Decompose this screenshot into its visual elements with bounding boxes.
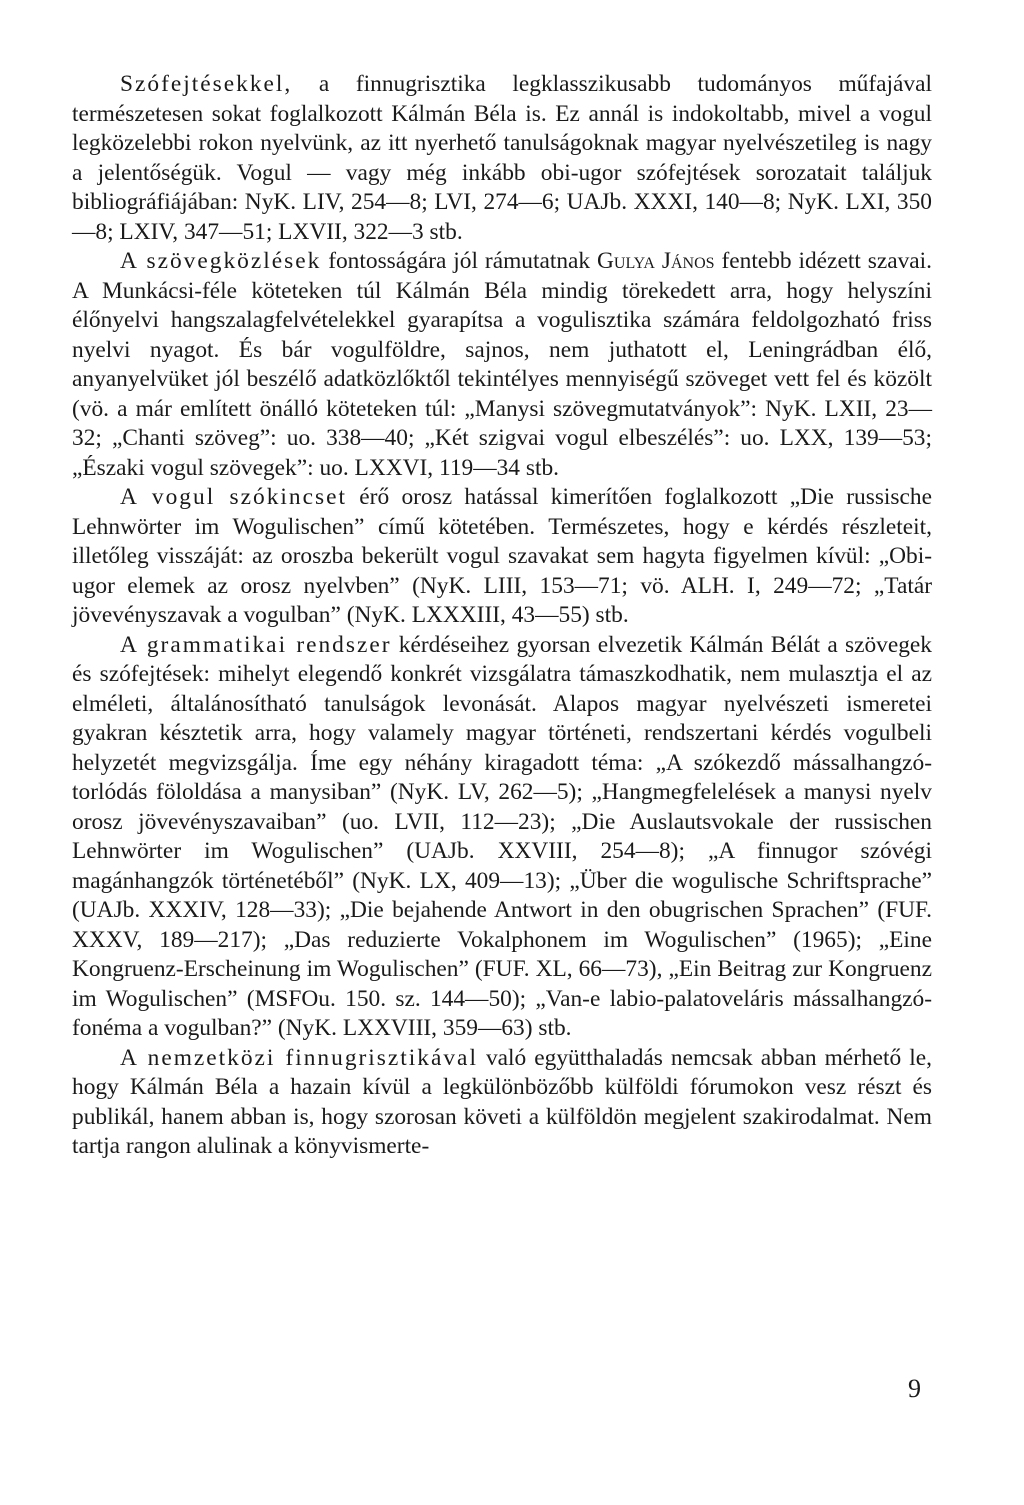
paragraph-lead: A szövegközlések <box>120 248 322 274</box>
page-body <box>72 70 932 1162</box>
author-name: Gulya János <box>597 248 715 274</box>
paragraph-text-editions <box>72 247 932 483</box>
paragraph-lead: Szófejtésekkel, <box>120 71 293 97</box>
paragraph-lead: A nemzetközi finnugrisztikával <box>120 1044 478 1071</box>
paragraph-etymologies <box>72 70 932 247</box>
page-number: 9 <box>908 1374 921 1403</box>
paragraph-text: kérdéseihez gyorsan elvezetik Kálmán Bélát a szövegek és szófejtések: mihelyt elegendő konkrét vizsgálatra támaszkodhatik, nem mulasztja el az elméleti, általánosítható tanulságok levonását. Alapos magyar nyelvészeti ismeretei gyakran késztetik arra, hogy valamely magyar történeti, rendszertani kérdés vogulbeli helyzetét megvizsgálja. Íme egy néhány kiragadott téma: „A szókezdő mássalhangzó-torlódás föloldása a manysiban” (NyK. LV, 262—5); „Hangmegfelelések a manysi nyelv orosz jövevényszavaiban” (uo. LVII, 112—23); „Die Auslautsvokale der russischen Lehnwörter im Wogulischen” (UAJb. XXVIII, 254—8); „A finnugor szóvégi magánhangzók történetéből” (NyK. LX, 409—13); „Über die wogulische Schriftsprache” (UAJb. XXXIV, 128—33); „Die bejahende Antwort in den obugrischen Sprachen” (FUF. XXXV, 189—217); „Das reduzierte Vokalphonem im Wogulischen” (1965); „Eine Kongruenz-Erscheinung im Wogulischen” (FUF. XL, 66—73), „Ein Beitrag zur Kongruenz im Wogulischen” (MSFOu. 150. sz. 144—50); „Van-e labio-palatoveláris mássalhangzó-fonéma a vogulban?” (NyK. LXXVIII, 359—63) stb. <box>72 631 932 1041</box>
paragraph-text: való együtthaladás nemcsak abban mérhető le, hogy Kálmán Béla a hazain kívül a legkülönbözőbb külföldi fórumokon vesz részt és publikál, hanem abban is, hogy szorosan követi a külföldön megjelent szakirodalmat. Nem tartja rangon alulinak a könyvismerte- <box>72 1044 933 1159</box>
paragraph-text: érő orosz hatással kimerítően foglalkozott „Die russische Lehnwörter im Wogulischen” című kötetében. Természetes, hogy e kérdés részleteit, illetőleg visszáját: az oroszba bekerült vogul szavakat sem hagyta figyelmen kívül: „Obi-ugor elemek az orosz nyelvben” (NyK. LIII, 153—71; vö. ALH. I, 249—72; „Tatár jövevényszavak a vogulban” (NyK. LXXXIII, 43—55) stb. <box>72 484 932 628</box>
paragraph-lead: A vogul szókincset <box>120 484 347 510</box>
paragraph-vocabulary <box>72 483 932 631</box>
paragraph-text: fontosságára jól rámutatnak <box>321 248 598 274</box>
paragraph-lead: A grammatikai rendszer <box>120 631 392 658</box>
paragraph-grammar <box>72 631 932 1044</box>
paragraph-text: a finnugrisztika legklasszikusabb tudományos műfajával természetesen sokat foglalkozott Kálmán Béla is. Ez annál is indokoltabb, mivel a vogul legközelebbi rokon nyelvünk, az itt nyerhető tanulságoknak magyar nyelvészetileg is nagy a jelentőségük. Vogul — vagy még inkább obi-ugor szófejtések sorozatait találjuk bibliográfiájában: NyK. LIV, 254—8; LVI, 274—6; UAJb. XXXI, 140—8; NyK. LXI, 350—8; LXIV, 347—51; LXVII, 322—3 stb. <box>72 71 932 245</box>
paragraph-text: fentebb idézett szavai. A Munkácsi-féle köteteken túl Kálmán Béla mindig törekedett arra, hogy helyszíni élőnyelvi hangszalagfelvételekkel gyarapítsa a vogulisztika számára feldolgozható friss nyelvi nyagot. És bár vogulföldre, sajnos, nem juthatott el, Leningrádban élő, anyanyelvüket jól beszélő adatközlőktől tekintélyes mennyiségű szöveget vett fel és közölt (vö. a már említett önálló köteteken túl: „Manysi szövegmutatványok”: NyK. LXII, 23—32; „Chanti szöveg”: uo. 338—40; „Két szigvai vogul elbeszélés”: uo. LXX, 139—53; „Északi vogul szövegek”: uo. LXXVI, 119—34 stb. <box>72 248 933 481</box>
paragraph-international <box>72 1044 932 1162</box>
